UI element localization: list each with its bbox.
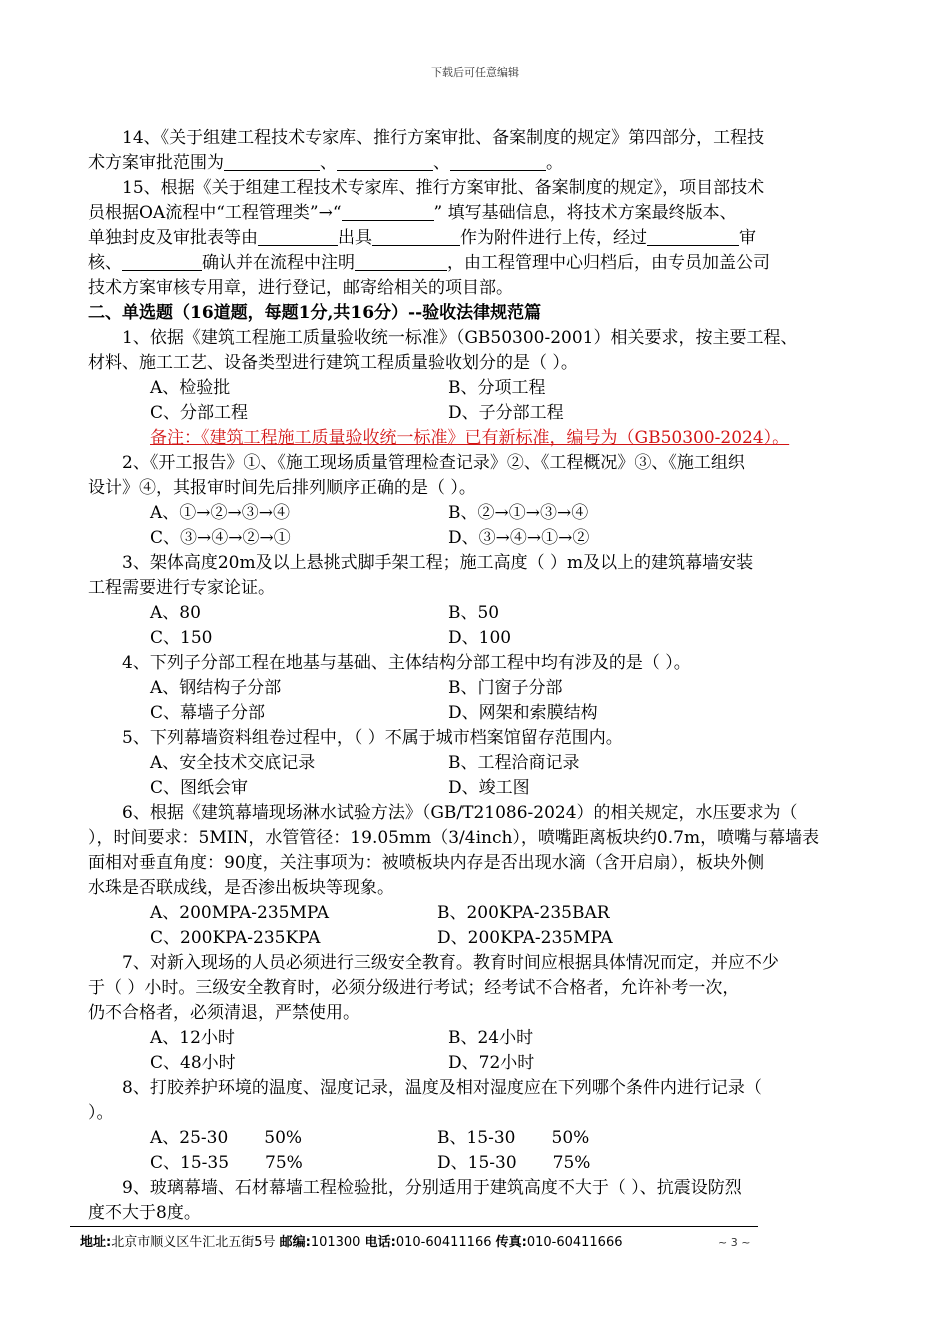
address-label: 地址: <box>80 1235 112 1250</box>
q5-option-b[interactable]: B、工程洽商记录 <box>448 753 580 773</box>
page-number: ~ 3 ~ <box>718 1236 751 1249</box>
q2-line1: 2、《开工报告》①、《施工现场质量管理检查记录》②、《工程概况》③、《施工组织 <box>122 453 745 473</box>
q15-text: ，由工程管理中心归档后，由专员加盖公司 <box>447 253 770 273</box>
option-value: 75% <box>265 1153 303 1173</box>
q1-line1: 1、依据《建筑工程施工质量验收统一标准》（GB50300-2001）相关要求，按主要工程、 <box>122 328 798 348</box>
q15-line3 <box>88 226 756 251</box>
blank-field[interactable] <box>355 253 447 271</box>
q5-option-c[interactable]: C、图纸会审 <box>150 778 249 798</box>
q6-option-a[interactable]: A、200MPA-235MPA <box>150 903 330 923</box>
q1-note <box>150 426 789 451</box>
q15-text: 审 <box>739 228 756 248</box>
q15-line2 <box>88 201 737 226</box>
q15-line4 <box>88 251 770 276</box>
option-value: C、15-35 <box>150 1153 230 1173</box>
q7-line2: 于（ ）小时。三级安全教育时，必须分级进行考试；经考试不合格者，允许补考一次， <box>88 978 740 998</box>
q15-text: 确认并在流程中注明 <box>202 253 355 273</box>
q15-text: 出具 <box>338 228 372 248</box>
blank-field[interactable] <box>450 153 546 171</box>
blank-field[interactable] <box>122 253 202 271</box>
q7-option-d[interactable]: D、72小时 <box>448 1053 535 1073</box>
section-title: 二、单选题（16道题，每题1分,共16分）--验收法律规范篇 <box>88 303 542 323</box>
q4-option-b[interactable]: B、门窗子分部 <box>448 678 563 698</box>
q2-option-d[interactable]: D、③→④→①→② <box>448 528 590 548</box>
note-text: 备注：《建筑工程施工质量验收统一标准》已有新标准，编号为（GB50300-2024）。 <box>150 428 790 448</box>
q5-line1: 5、下列幕墙资料组卷过程中，（ ）不属于城市档案馆留存范围内。 <box>122 728 623 748</box>
q8-line2: ）。 <box>88 1103 114 1123</box>
q15-text: ” 填写基础信息，将技术方案最终版本、 <box>433 203 737 223</box>
q3-option-a[interactable]: A、80 <box>150 603 201 623</box>
q8-option-d[interactable] <box>437 1151 590 1176</box>
q2-option-b[interactable]: B、②→①→③→④ <box>448 503 589 523</box>
separator: 、 <box>320 153 337 173</box>
separator: 、 <box>433 153 450 173</box>
q15-text: 作为附件进行上传，经过 <box>460 228 647 248</box>
footer-divider <box>70 1226 758 1227</box>
q6-option-c[interactable]: C、200KPA-235KPA <box>150 928 321 948</box>
zip-label: 邮编: <box>279 1235 311 1250</box>
blank-field[interactable] <box>258 228 338 246</box>
q4-option-a[interactable]: A、钢结构子分部 <box>150 678 282 698</box>
blank-field[interactable] <box>372 228 460 246</box>
option-value: A、25-30 <box>150 1128 229 1148</box>
q7-option-a[interactable]: A、12小时 <box>150 1028 235 1048</box>
option-value: B、15-30 <box>437 1128 516 1148</box>
q4-line1: 4、下列子分部工程在地基与基础、主体结构分部工程中均有涉及的是（ ）。 <box>122 653 691 673</box>
q1-option-d[interactable]: D、子分部工程 <box>448 403 564 423</box>
q14-line2-text: 术方案审批范围为 <box>88 153 224 173</box>
blank-field[interactable] <box>342 203 434 221</box>
q3-line2: 工程需要进行专家论证。 <box>88 578 275 598</box>
q7-line3: 仍不合格者，必须清退，严禁使用。 <box>88 1003 360 1023</box>
blank-field[interactable] <box>337 153 433 171</box>
q8-option-c[interactable] <box>150 1151 303 1176</box>
zip-value: 101300 <box>310 1235 361 1250</box>
footer-contact <box>80 1234 623 1251</box>
q7-option-b[interactable]: B、24小时 <box>448 1028 534 1048</box>
q2-line2: 设计》④，其报审时间先后排列顺序正确的是（ ）。 <box>88 478 476 498</box>
option-value: 50% <box>264 1128 303 1148</box>
q3-option-c[interactable]: C、150 <box>150 628 213 648</box>
q14-line2 <box>88 151 563 176</box>
blank-field[interactable] <box>224 153 320 171</box>
q3-line1: 3、架体高度20m及以上悬挑式脚手架工程；施工高度（ ）m及以上的建筑幕墙安装 <box>122 553 754 573</box>
q8-line1: 8、打胶养护环境的温度、湿度记录，温度及相对湿度应在下列哪个条件内进行记录（ <box>122 1078 762 1098</box>
q1-line2: 材料、施工工艺、设备类型进行建筑工程质量验收划分的是（ ）。 <box>88 353 578 373</box>
q2-option-c[interactable]: C、③→④→②→① <box>150 528 291 548</box>
phone-label: 电话: <box>364 1235 396 1250</box>
fax-label: 传真: <box>495 1235 527 1250</box>
q6-line1: 6、根据《建筑幕墙现场淋水试验方法》（GB/T21086-2024）的相关规定，水压要求为（ <box>122 803 798 823</box>
q15-line5: 技术方案审核专用章，进行登记，邮寄给相关的项目部。 <box>88 278 513 298</box>
q8-option-a[interactable] <box>150 1126 302 1151</box>
q15-text: 员根据OA流程中“工程管理类”→“ <box>88 203 342 223</box>
page-header: 下载后可任意编辑 <box>431 66 519 79</box>
phone-value: 010-60411166 <box>395 1235 492 1250</box>
option-value: D、15-30 <box>437 1153 517 1173</box>
q4-option-c[interactable]: C、幕墙子分部 <box>150 703 266 723</box>
q2-option-a[interactable]: A、①→②→③→④ <box>150 503 291 523</box>
q5-option-a[interactable]: A、安全技术交底记录 <box>150 753 316 773</box>
q1-option-b[interactable]: B、分项工程 <box>448 378 546 398</box>
address-value: 北京市顺义区牛汇北五街5号 <box>111 1235 276 1250</box>
blank-field[interactable] <box>647 228 739 246</box>
q15-text: 核、 <box>88 253 122 273</box>
terminator: 。 <box>546 153 563 173</box>
q8-option-b[interactable] <box>437 1126 589 1151</box>
q9-line2: 度不大于8度。 <box>88 1203 201 1223</box>
q14-line1: 14、《关于组建工程技术专家库、推行方案审批、备案制度的规定》第四部分，工程技 <box>122 128 765 148</box>
q15-text: 单独封皮及审批表等由 <box>88 228 258 248</box>
q6-line2: ），时间要求：5MIN，水管管径：19.05mm（3/4inch），喷嘴距离板块约0.7m，喷嘴与幕墙表 <box>88 828 820 848</box>
q3-option-d[interactable]: D、100 <box>448 628 512 648</box>
q6-line4: 水珠是否联成线，是否渗出板块等现象。 <box>88 878 394 898</box>
q4-option-d[interactable]: D、网架和索膜结构 <box>448 703 598 723</box>
q1-option-c[interactable]: C、分部工程 <box>150 403 249 423</box>
option-value: 50% <box>551 1128 590 1148</box>
q6-line3: 面相对垂直角度：90度，关注事项为：被喷板块内存是否出现水滴（含开启扇），板块外侧 <box>88 853 765 873</box>
q5-option-d[interactable]: D、竣工图 <box>448 778 530 798</box>
q1-option-a[interactable]: A、检验批 <box>150 378 231 398</box>
option-value: 75% <box>552 1153 591 1173</box>
fax-value: 010-60411666 <box>526 1235 623 1250</box>
q3-option-b[interactable]: B、50 <box>448 603 500 623</box>
q7-line1: 7、对新入现场的人员必须进行三级安全教育。教育时间应根据具体情况而定，并应不少 <box>122 953 779 973</box>
q15-line1: 15、根据《关于组建工程技术专家库、推行方案审批、备案制度的规定》，项目部技术 <box>122 178 765 198</box>
q7-option-c[interactable]: C、48小时 <box>150 1053 236 1073</box>
q6-option-d[interactable]: D、200KPA-235MPA <box>437 928 613 948</box>
q9-line1: 9、玻璃幕墙、石材幕墙工程检验批，分别适用于建筑高度不大于（ ）、抗震设防烈 <box>122 1178 742 1198</box>
q6-option-b[interactable]: B、200KPA-235BAR <box>437 903 610 923</box>
